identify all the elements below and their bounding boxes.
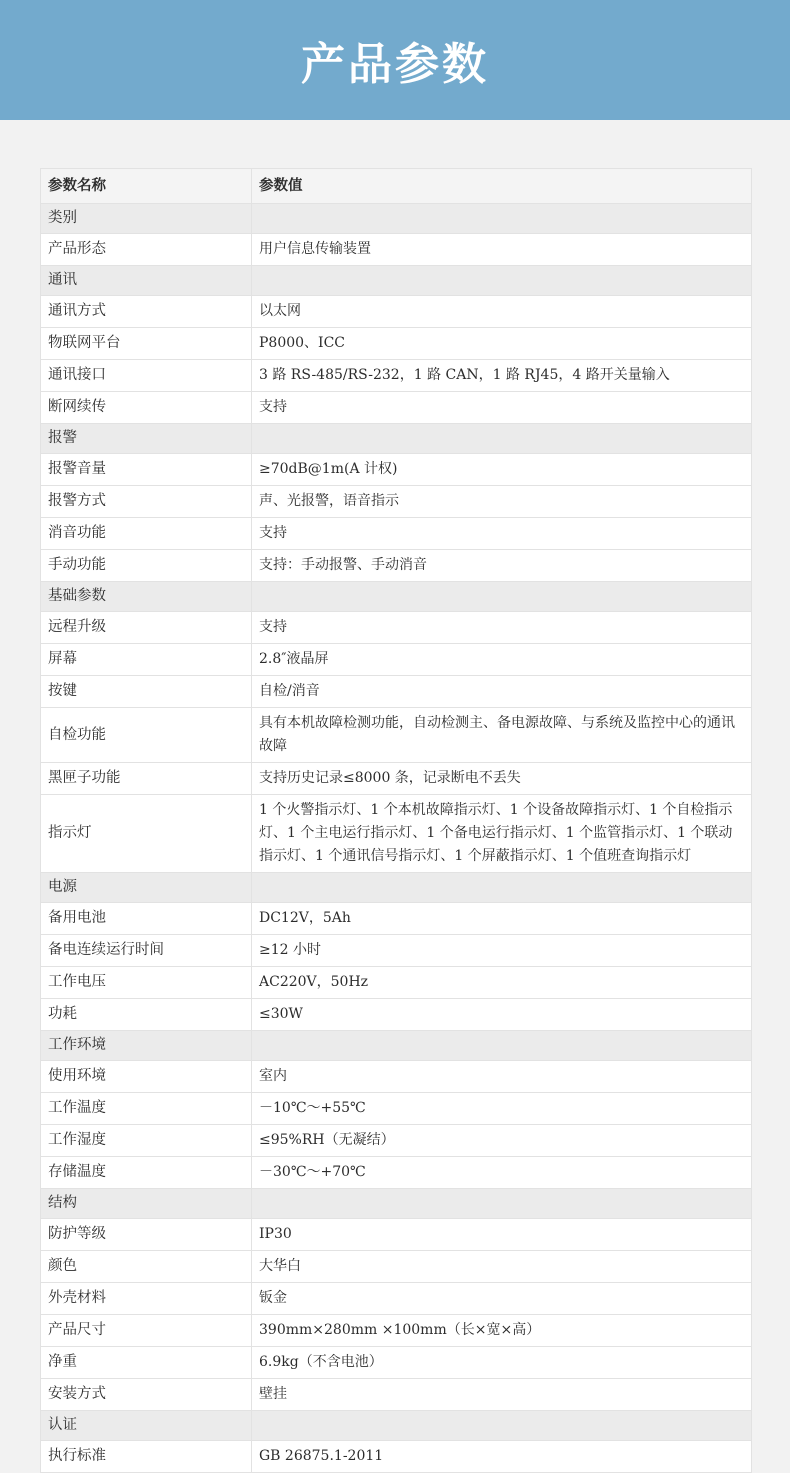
param-value-cell: IP30 [252,1219,752,1251]
table-row [41,676,752,708]
param-value-cell: ≤95%RH（无凝结） [252,1125,752,1157]
table-row [41,360,752,392]
param-name-cell: 屏幕 [41,644,252,676]
param-name-cell: 报警方式 [41,486,252,518]
param-value-cell: 2.8″液晶屏 [252,644,752,676]
param-name-cell: 外壳材料 [41,1283,252,1315]
section-label: 报警 [41,424,252,454]
table-row [41,935,752,967]
param-name-cell: 功耗 [41,999,252,1031]
param-name-cell: 手动功能 [41,550,252,582]
section-empty-cell [252,1189,752,1219]
param-name-cell: 颜色 [41,1251,252,1283]
section-row [41,266,752,296]
table-row [41,967,752,999]
table-row [41,1283,752,1315]
param-name-cell: 净重 [41,1347,252,1379]
table-row [41,999,752,1031]
param-name-cell: 备电连续运行时间 [41,935,252,967]
param-value-cell: 支持 [252,612,752,644]
param-value-cell: DC12V，5Ah [252,903,752,935]
param-name-cell: 通讯接口 [41,360,252,392]
section-empty-cell [252,1411,752,1441]
param-name-cell: 报警音量 [41,454,252,486]
table-row [41,1157,752,1189]
table-row [41,1125,752,1157]
table-row [41,1347,752,1379]
param-name-cell: 远程升级 [41,612,252,644]
table-row [41,795,752,873]
spec-table [40,168,752,1473]
param-value-cell: 用户信息传输装置 [252,234,752,266]
table-row [41,1219,752,1251]
table-row [41,234,752,266]
page-title: 产品参数 [301,39,489,90]
param-value-cell: 1 个火警指示灯、1 个本机故障指示灯、1 个设备故障指示灯、1 个自检指示灯、1 个主电运行指示灯、1 个备电运行指示灯、1 个监管指示灯、1 个联动指示灯、1 个通讯信号指示灯、1 个屏蔽指示灯、1 个值班查询指示灯 [252,795,752,873]
table-row [41,903,752,935]
header-value-cell: 参数值 [252,169,752,204]
section-label: 认证 [41,1411,252,1441]
param-value-cell: 支持 [252,518,752,550]
table-row [41,328,752,360]
param-value-cell: 支持历史记录≤8000 条，记录断电不丢失 [252,763,752,795]
table-row [41,1093,752,1125]
table-row [41,763,752,795]
param-name-cell: 物联网平台 [41,328,252,360]
table-row [41,1315,752,1347]
param-name-cell: 备用电池 [41,903,252,935]
table-body [41,204,752,1473]
param-value-cell: ≤30W [252,999,752,1031]
param-value-cell: ≥70dB@1m(A 计权) [252,454,752,486]
param-value-cell: GB 26875.1-2011 [252,1441,752,1473]
section-empty-cell [252,266,752,296]
section-label: 结构 [41,1189,252,1219]
param-value-cell: 声、光报警，语音指示 [252,486,752,518]
table-row [41,1379,752,1411]
section-label: 工作环境 [41,1031,252,1061]
section-label: 基础参数 [41,582,252,612]
param-name-cell: 工作温度 [41,1093,252,1125]
param-value-cell: 钣金 [252,1283,752,1315]
param-value-cell: P8000、ICC [252,328,752,360]
section-empty-cell [252,1031,752,1061]
section-row [41,873,752,903]
section-row [41,582,752,612]
param-name-cell: 工作湿度 [41,1125,252,1157]
param-name-cell: 黑匣子功能 [41,763,252,795]
section-empty-cell [252,582,752,612]
param-value-cell: 3 路 RS-485/RS-232，1 路 CAN，1 路 RJ45，4 路开关量输入 [252,360,752,392]
table-row [41,550,752,582]
param-value-cell: 390mm×280mm ×100mm（长×宽×高） [252,1315,752,1347]
param-value-cell: 自检/消音 [252,676,752,708]
param-name-cell: 使用环境 [41,1061,252,1093]
section-row [41,1189,752,1219]
section-label: 类别 [41,204,252,234]
table-row [41,296,752,328]
param-name-cell: 防护等级 [41,1219,252,1251]
section-label: 通讯 [41,266,252,296]
param-value-cell: 大华白 [252,1251,752,1283]
section-label: 电源 [41,873,252,903]
param-value-cell: 以太网 [252,296,752,328]
param-name-cell: 通讯方式 [41,296,252,328]
param-value-cell: 壁挂 [252,1379,752,1411]
table-row [41,486,752,518]
param-name-cell: 存储温度 [41,1157,252,1189]
table-header-row [41,169,752,204]
param-name-cell: 执行标准 [41,1441,252,1473]
param-value-cell: 支持 [252,392,752,424]
param-name-cell: 产品形态 [41,234,252,266]
section-empty-cell [252,424,752,454]
table-row [41,392,752,424]
param-value-cell: 具有本机故障检测功能，自动检测主、备电源故障、与系统及监控中心的通讯故障 [252,708,752,763]
param-value-cell: 室内 [252,1061,752,1093]
spec-table-container [40,168,751,1473]
table-row [41,1061,752,1093]
param-name-cell: 指示灯 [41,795,252,873]
table-row [41,708,752,763]
table-row [41,518,752,550]
param-value-cell: AC220V，50Hz [252,967,752,999]
section-row [41,1031,752,1061]
param-name-cell: 工作电压 [41,967,252,999]
table-row [41,1441,752,1473]
table-row [41,1251,752,1283]
section-row [41,424,752,454]
param-value-cell: ≥12 小时 [252,935,752,967]
param-name-cell: 消音功能 [41,518,252,550]
section-empty-cell [252,204,752,234]
param-name-cell: 断网续传 [41,392,252,424]
title-banner [0,0,790,120]
param-name-cell: 安装方式 [41,1379,252,1411]
table-row [41,644,752,676]
section-row [41,204,752,234]
param-name-cell: 按键 [41,676,252,708]
section-empty-cell [252,873,752,903]
param-name-cell: 产品尺寸 [41,1315,252,1347]
header-name-cell: 参数名称 [41,169,252,204]
param-value-cell: 6.9kg（不含电池） [252,1347,752,1379]
param-value-cell: －10℃～+55℃ [252,1093,752,1125]
param-name-cell: 自检功能 [41,708,252,763]
section-row [41,1411,752,1441]
param-value-cell: 支持：手动报警、手动消音 [252,550,752,582]
table-row [41,454,752,486]
param-value-cell: －30℃～+70℃ [252,1157,752,1189]
table-row [41,612,752,644]
